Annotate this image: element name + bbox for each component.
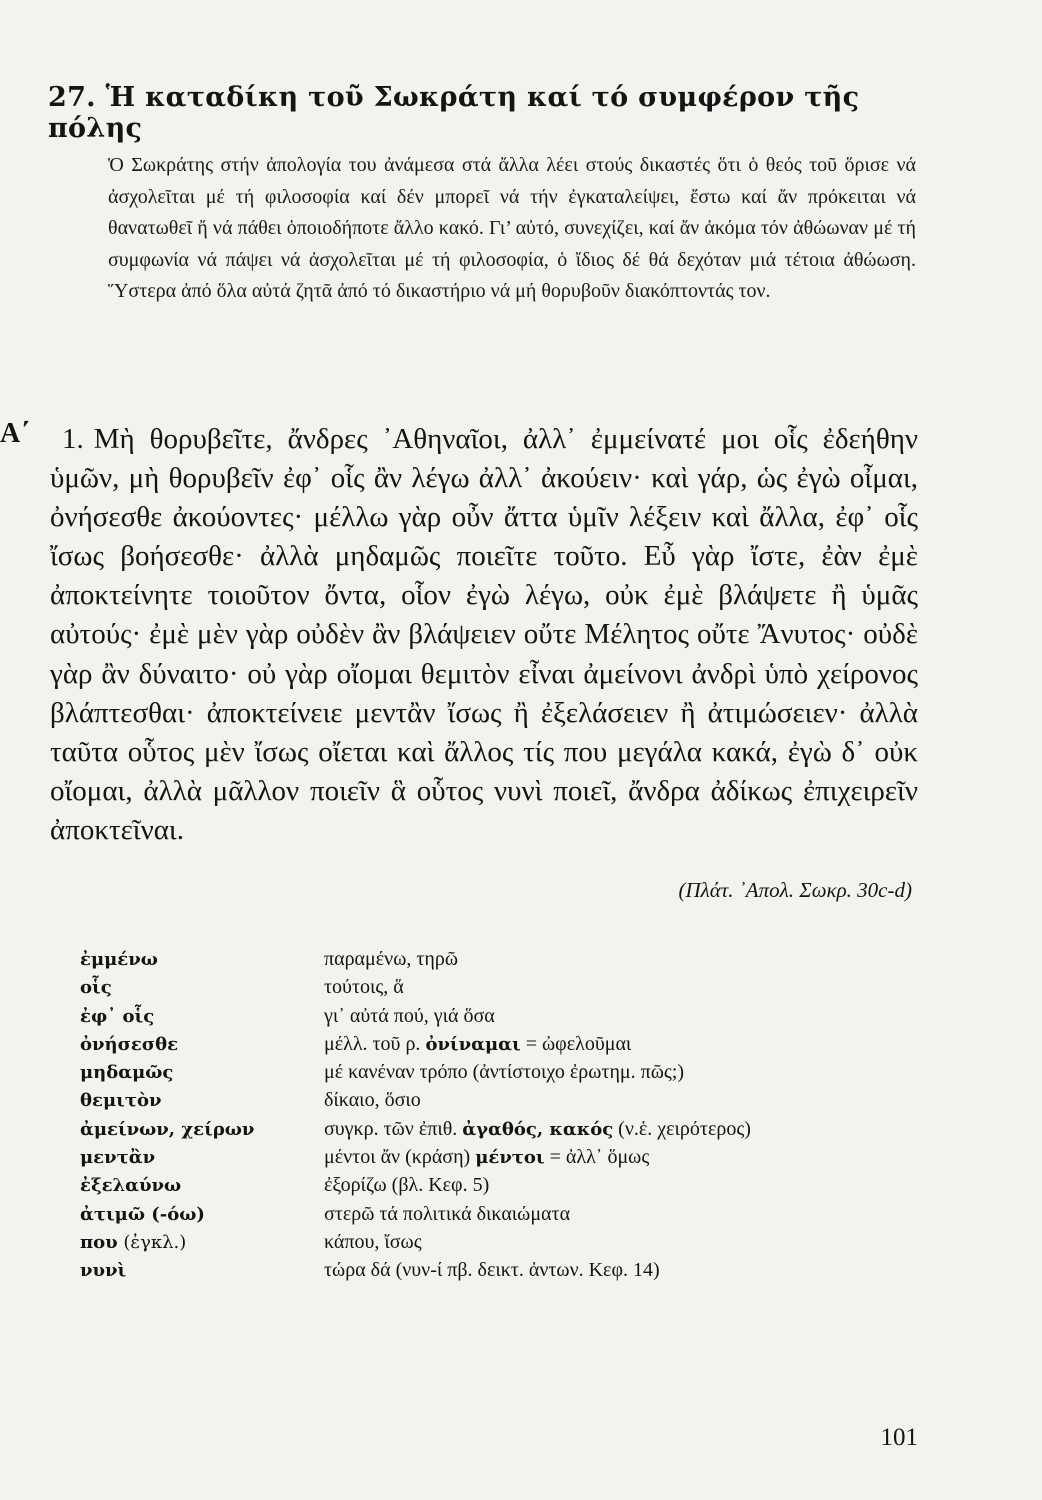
glossary-term: ἐφ᾿ οἷς [80,1005,155,1027]
glossary-entry [80,1089,940,1117]
glossary-term: ὀνήσεσθε [80,1033,179,1055]
glossary-list [80,948,940,1288]
passage-text: Μὴ θορυβεῖτε, ἄνδρες ᾿Αθηναῖοι, ἀλλ᾿ ἐμμείνατέ μοι οἷς ἐδεήθην ὑμῶν, μὴ θορυβεῖν ἐφ᾿ οἷς ἂν λέγω ἀλλ᾿ ἀκούειν· καὶ γάρ, ὡς ἐγὼ οἶμαι, ὀνήσεσθε ἀκούοντες· μέλλω γὰρ οὖν ἄττα ὑμῖν λέξειν καὶ ἄλλα, ἐφ᾿ οἷς ἴσως βοήσεσθε· ἀλλὰ μηδαμῶς ποιεῖτε τοῦτο. Εὖ γὰρ ἴστε, ἐὰν ἐμὲ ἀποκτείνητε τοιοῦτον ὄντα, οἷον ἐγὼ λέγω, οὐκ ἐμὲ βλάψετε ἢ ὑμᾶς αὐτούς· ἐμὲ μὲν γὰρ οὐδὲν ἂν βλάψειεν οὔτε Μέλητος οὔτε Ἄνυτος· οὐδὲ γὰρ ἂν δύναιτο· οὐ γὰρ οἴομαι θεμιτὸν εἶναι ἀμείνονι ἀνδρὶ ὑπὸ χείρονος βλάπτεσθαι· ἀποκτείνειε μεντἂν ἴσως ἢ ἐξελάσειεν ἢ ἀτιμώσειεν· ἀλλὰ ταῦτα οὗτος μὲν ἴσως οἴεται καὶ ἄλλος τίς που μεγάλα κακά, ἐγὼ δ᾿ οὐκ οἴομαι, ἀλλὰ μᾶλλον ποιεῖν ἃ οὗτος νυνὶ ποιεῖ, ἄνδρα ἀδίκως ἐπιχειρεῖν ἀποκτεῖναι. [50,423,918,846]
glossary-entry [80,1118,940,1146]
glossary-definition: μέλλ. τοῦ ρ. ὀνίναμαι = ὠφελοῦμαι [324,1032,632,1055]
chapter-introduction: Ὁ Σωκράτης στήν ἀπολογία του ἀνάμεσα στά ἄλλα λέει στούς δικαστές ὅτι ὁ θεός τοῦ ὅρισε νά ἀσχολεῖται μέ τή φιλοσοφία καί δέν μπορεῖ νά τήν ἐγκαταλείψει, ἔστω καί ἄν πρόκειται νά θανατωθεῖ ἤ νά πάθει ὁποιοδήποτε ἄλλο κακό. Γι’ αὐτό, συνεχίζει, καί ἄν ἀκόμα τόν ἀθώωναν μέ τή συμφωνία νά πάψει νά ἀσχολεῖται μέ τή φιλοσοφία, ὁ ἴδιος δέ θά δεχόταν μιά τέτοια ἀθώωση. Ὕστερα ἀπό ὅλα αὐτά ζητᾶ ἀπό τό δικαστήριο νά μή θορυβοῦν διακόπτοντάς τον. [108,154,916,302]
glossary-entry [80,1033,940,1061]
glossary-term: μηδαμῶς [80,1062,174,1084]
glossary-entry [80,1259,940,1287]
chapter-title: 27. Ἡ καταδίκη τοῦ Σωκράτη καί τό συμφέρον τῆς πόλης [48,82,860,144]
source-citation: (Πλάτ. ᾿Απολ. Σωκρ. 30c-d) [678,878,912,902]
glossary-definition: ἐξορίζω (βλ. Κεφ. 5) [324,1174,490,1197]
glossary-term: ἐξελαύνω [80,1175,182,1197]
glossary-entry [80,1061,940,1089]
glossary-entry [80,1146,940,1174]
glossary-definition: παραμένω, τηρῶ [324,948,459,970]
glossary-term: ἀμείνων, χείρων [80,1118,255,1140]
glossary-term: νυνὶ [80,1260,127,1282]
greek-passage [50,420,918,850]
glossary-definition: δίκαιο, ὅσιο [324,1089,421,1112]
glossary-entry [80,1005,940,1033]
glossary-definition: γι᾿ αὐτά πού, γιά ὅσα [324,1004,495,1027]
glossary-definition: κάπου, ἴσως [324,1230,422,1253]
glossary-term: οἷς [80,977,112,999]
glossary-definition: μέντοι ἄν (κράση) μέντοι = ἀλλ᾿ ὅμως [324,1146,650,1169]
glossary-definition: τώρα δά (νυν-ί πβ. δεικτ. ἀντων. Κεφ. 14) [324,1259,660,1282]
passage-number: 1. [62,423,84,455]
glossary-definition: μέ κανέναν τρόπο (ἀντίστοιχο ἐρωτημ. πῶς;) [324,1061,685,1084]
glossary-term: ἐμμένω [80,949,158,970]
glossary-entry [80,1203,940,1231]
margin-mark: Α΄ [0,418,30,449]
glossary-definition: στερῶ τά πολιτικά δικαιώματα [324,1202,571,1225]
page-number: 101 [880,1424,918,1451]
glossary-term: μεντἂν [80,1147,156,1169]
glossary-entry [80,1231,940,1259]
glossary-entry [80,1174,940,1202]
glossary-term: θεμιτὸν [80,1090,162,1112]
glossary-definition: συγκρ. τῶν ἐπιθ. ἀγαθός, κακός (ν.ἑ. χειρότερος) [324,1117,751,1140]
glossary-entry [80,976,940,1004]
glossary-term: που (ἐγκλ.) [80,1231,187,1253]
glossary-term: ἀτιμῶ (-όω) [80,1203,205,1225]
glossary-entry [80,948,940,976]
glossary-definition: τούτοις, ἅ [324,976,404,999]
